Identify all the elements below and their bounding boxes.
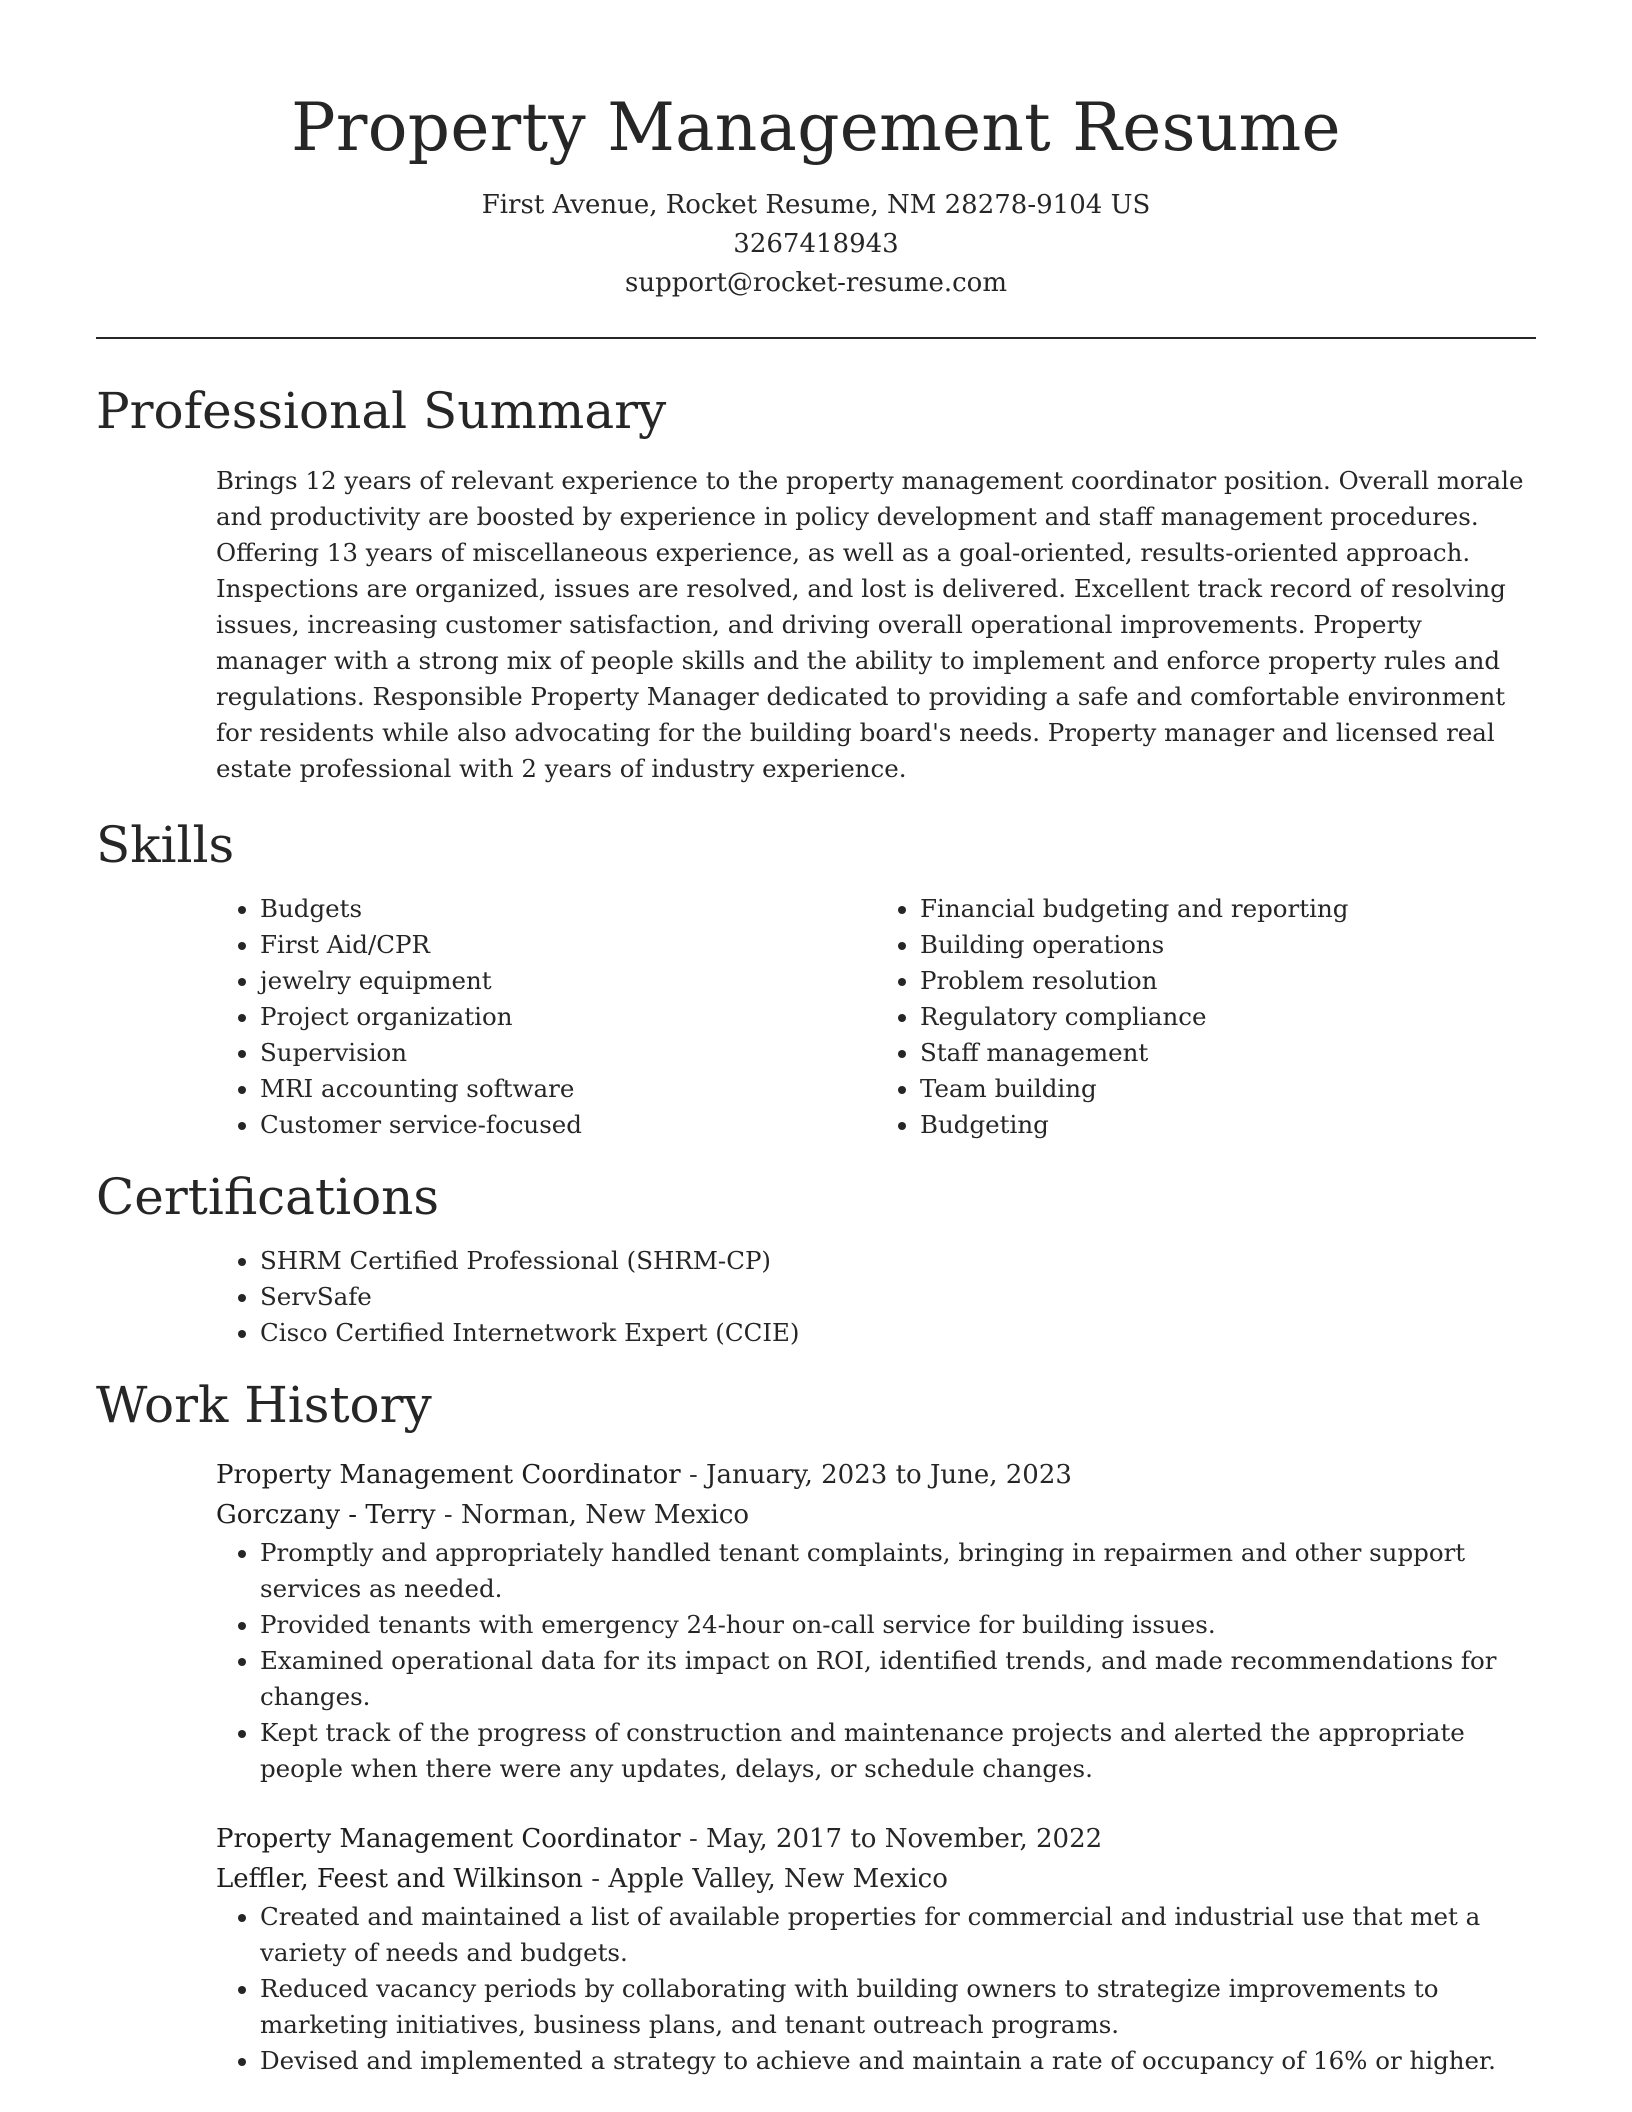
skills-list-left [216, 891, 876, 1143]
job-location: Apple Valley, New Mexico [608, 1864, 948, 1894]
resume-title: Property Management Resume [291, 89, 1341, 166]
skill-item: • Customer service-focused [260, 1107, 876, 1143]
job-heading: Property Management Coordinator - January, 2023 to June, 2023 [216, 1460, 1072, 1490]
section-title-certifications: Certifications [96, 1168, 440, 1226]
job-bullet: • Provided tenants with emergency 24-hour on-call service for building issues. [260, 1607, 1536, 1643]
job-bullet: • Promptly and appropriately handled tenant complaints, bringing in repairmen and other support services as needed. [260, 1535, 1536, 1607]
skill-item: • Problem resolution [920, 963, 1536, 999]
job-title: Property Management Coordinator [216, 1460, 681, 1490]
skill-item: • Regulatory compliance [920, 999, 1536, 1035]
skills-grid [216, 891, 1536, 1143]
certification-item: • SHRM Certified Professional (SHRM-CP) [260, 1243, 1536, 1279]
skill-item: • jewelry equipment [260, 963, 876, 999]
certifications-list [216, 1243, 1536, 1351]
skill-item: • Budgeting [920, 1107, 1536, 1143]
phone: 3267418943 [733, 229, 899, 259]
email: support@rocket-resume.com [624, 268, 1007, 298]
job-bullet: • Devised and implemented a strategy to achieve and maintain a rate of occupancy of 16% or higher. [260, 2043, 1536, 2079]
address: First Avenue, Rocket Resume, NM 28278-9104 US [481, 190, 1151, 220]
certification-item: • Cisco Certified Internetwork Expert (CCIE) [260, 1315, 1536, 1351]
skill-item: • Team building [920, 1071, 1536, 1107]
certifications-section [96, 1165, 1536, 1351]
contact-info [96, 186, 1536, 303]
certifications-list-wrap [216, 1243, 1536, 1351]
job-entry [216, 1819, 1536, 2079]
certification-item: • ServSafe [260, 1279, 1536, 1315]
job-bullet: • Kept track of the progress of construction and maintenance projects and alerted the appropriate people when there were any updates, delays, or schedule changes. [260, 1715, 1536, 1787]
skill-item: • Supervision [260, 1035, 876, 1071]
job-dates: May, 2017 to November, 2022 [706, 1824, 1103, 1854]
skill-item: • Staff management [920, 1035, 1536, 1071]
summary-text: Brings 12 years of relevant experience to the property management coordinator position. Overall morale and productivity are boosted by experience in policy development and staff management procedures. Offering 13 years of miscellaneous experience, as well as a goal-oriented, results-oriented approach. Inspections are organized, issues are resolved, and lost is delivered. Excellent track record of resolving issues, increasing customer satisfaction, and driving overall operational improvements. Property manager with a strong mix of people skills and the ability to implement and enforce property rules and regulations. Responsible Property Manager dedicated to providing a safe and comfortable environment for residents while also advocating for the building board's needs. Property manager and licensed real estate professional with 2 years of industry experience. [216, 466, 1524, 783]
skills-list-right [876, 891, 1536, 1143]
skill-item: • Budgets [260, 891, 876, 927]
job-bullet: • Examined operational data for its impact on ROI, identified trends, and made recommendations for changes. [260, 1643, 1536, 1715]
resume-header [96, 0, 1536, 303]
job-bullet: • Reduced vacancy periods by collaborating with building owners to strategize improvements to marketing initiatives, business plans, and tenant outreach programs. [260, 1971, 1536, 2043]
job-heading: Property Management Coordinator - May, 2017 to November, 2022 [216, 1824, 1103, 1854]
skill-item: • Building operations [920, 927, 1536, 963]
job-title: Property Management Coordinator [216, 1824, 681, 1854]
skill-item: • First Aid/CPR [260, 927, 876, 963]
job-bullet: • Created and maintained a list of available properties for commercial and industrial use that met a variety of needs and budgets. [260, 1899, 1536, 1971]
section-title-skills: Skills [96, 816, 235, 874]
skills-section [96, 813, 1536, 1143]
skill-item: • Financial budgeting and reporting [920, 891, 1536, 927]
job-employer: Gorczany - Terry - Norman, New Mexico [216, 1500, 750, 1530]
section-title-work-history: Work History [96, 1376, 432, 1434]
job-location: Norman, New Mexico [460, 1500, 750, 1530]
job-employer: Leffler, Feest and Wilkinson - Apple Valley, New Mexico [216, 1864, 948, 1894]
job-company: Gorczany - Terry [216, 1500, 436, 1530]
job-bullets [216, 1535, 1536, 1787]
job-entry [216, 1455, 1536, 1787]
section-title-summary: Professional Summary [96, 382, 667, 440]
summary-section [96, 379, 1536, 787]
resume-page [96, 0, 1536, 2079]
header-divider [96, 337, 1536, 339]
job-bullets [216, 1899, 1536, 2079]
skill-item: • Project organization [260, 999, 876, 1035]
work-history-section [96, 1373, 1536, 2079]
job-dates: January, 2023 to June, 2023 [706, 1460, 1072, 1490]
job-company: Leffler, Feest and Wilkinson [216, 1864, 583, 1894]
skill-item: • MRI accounting software [260, 1071, 876, 1107]
